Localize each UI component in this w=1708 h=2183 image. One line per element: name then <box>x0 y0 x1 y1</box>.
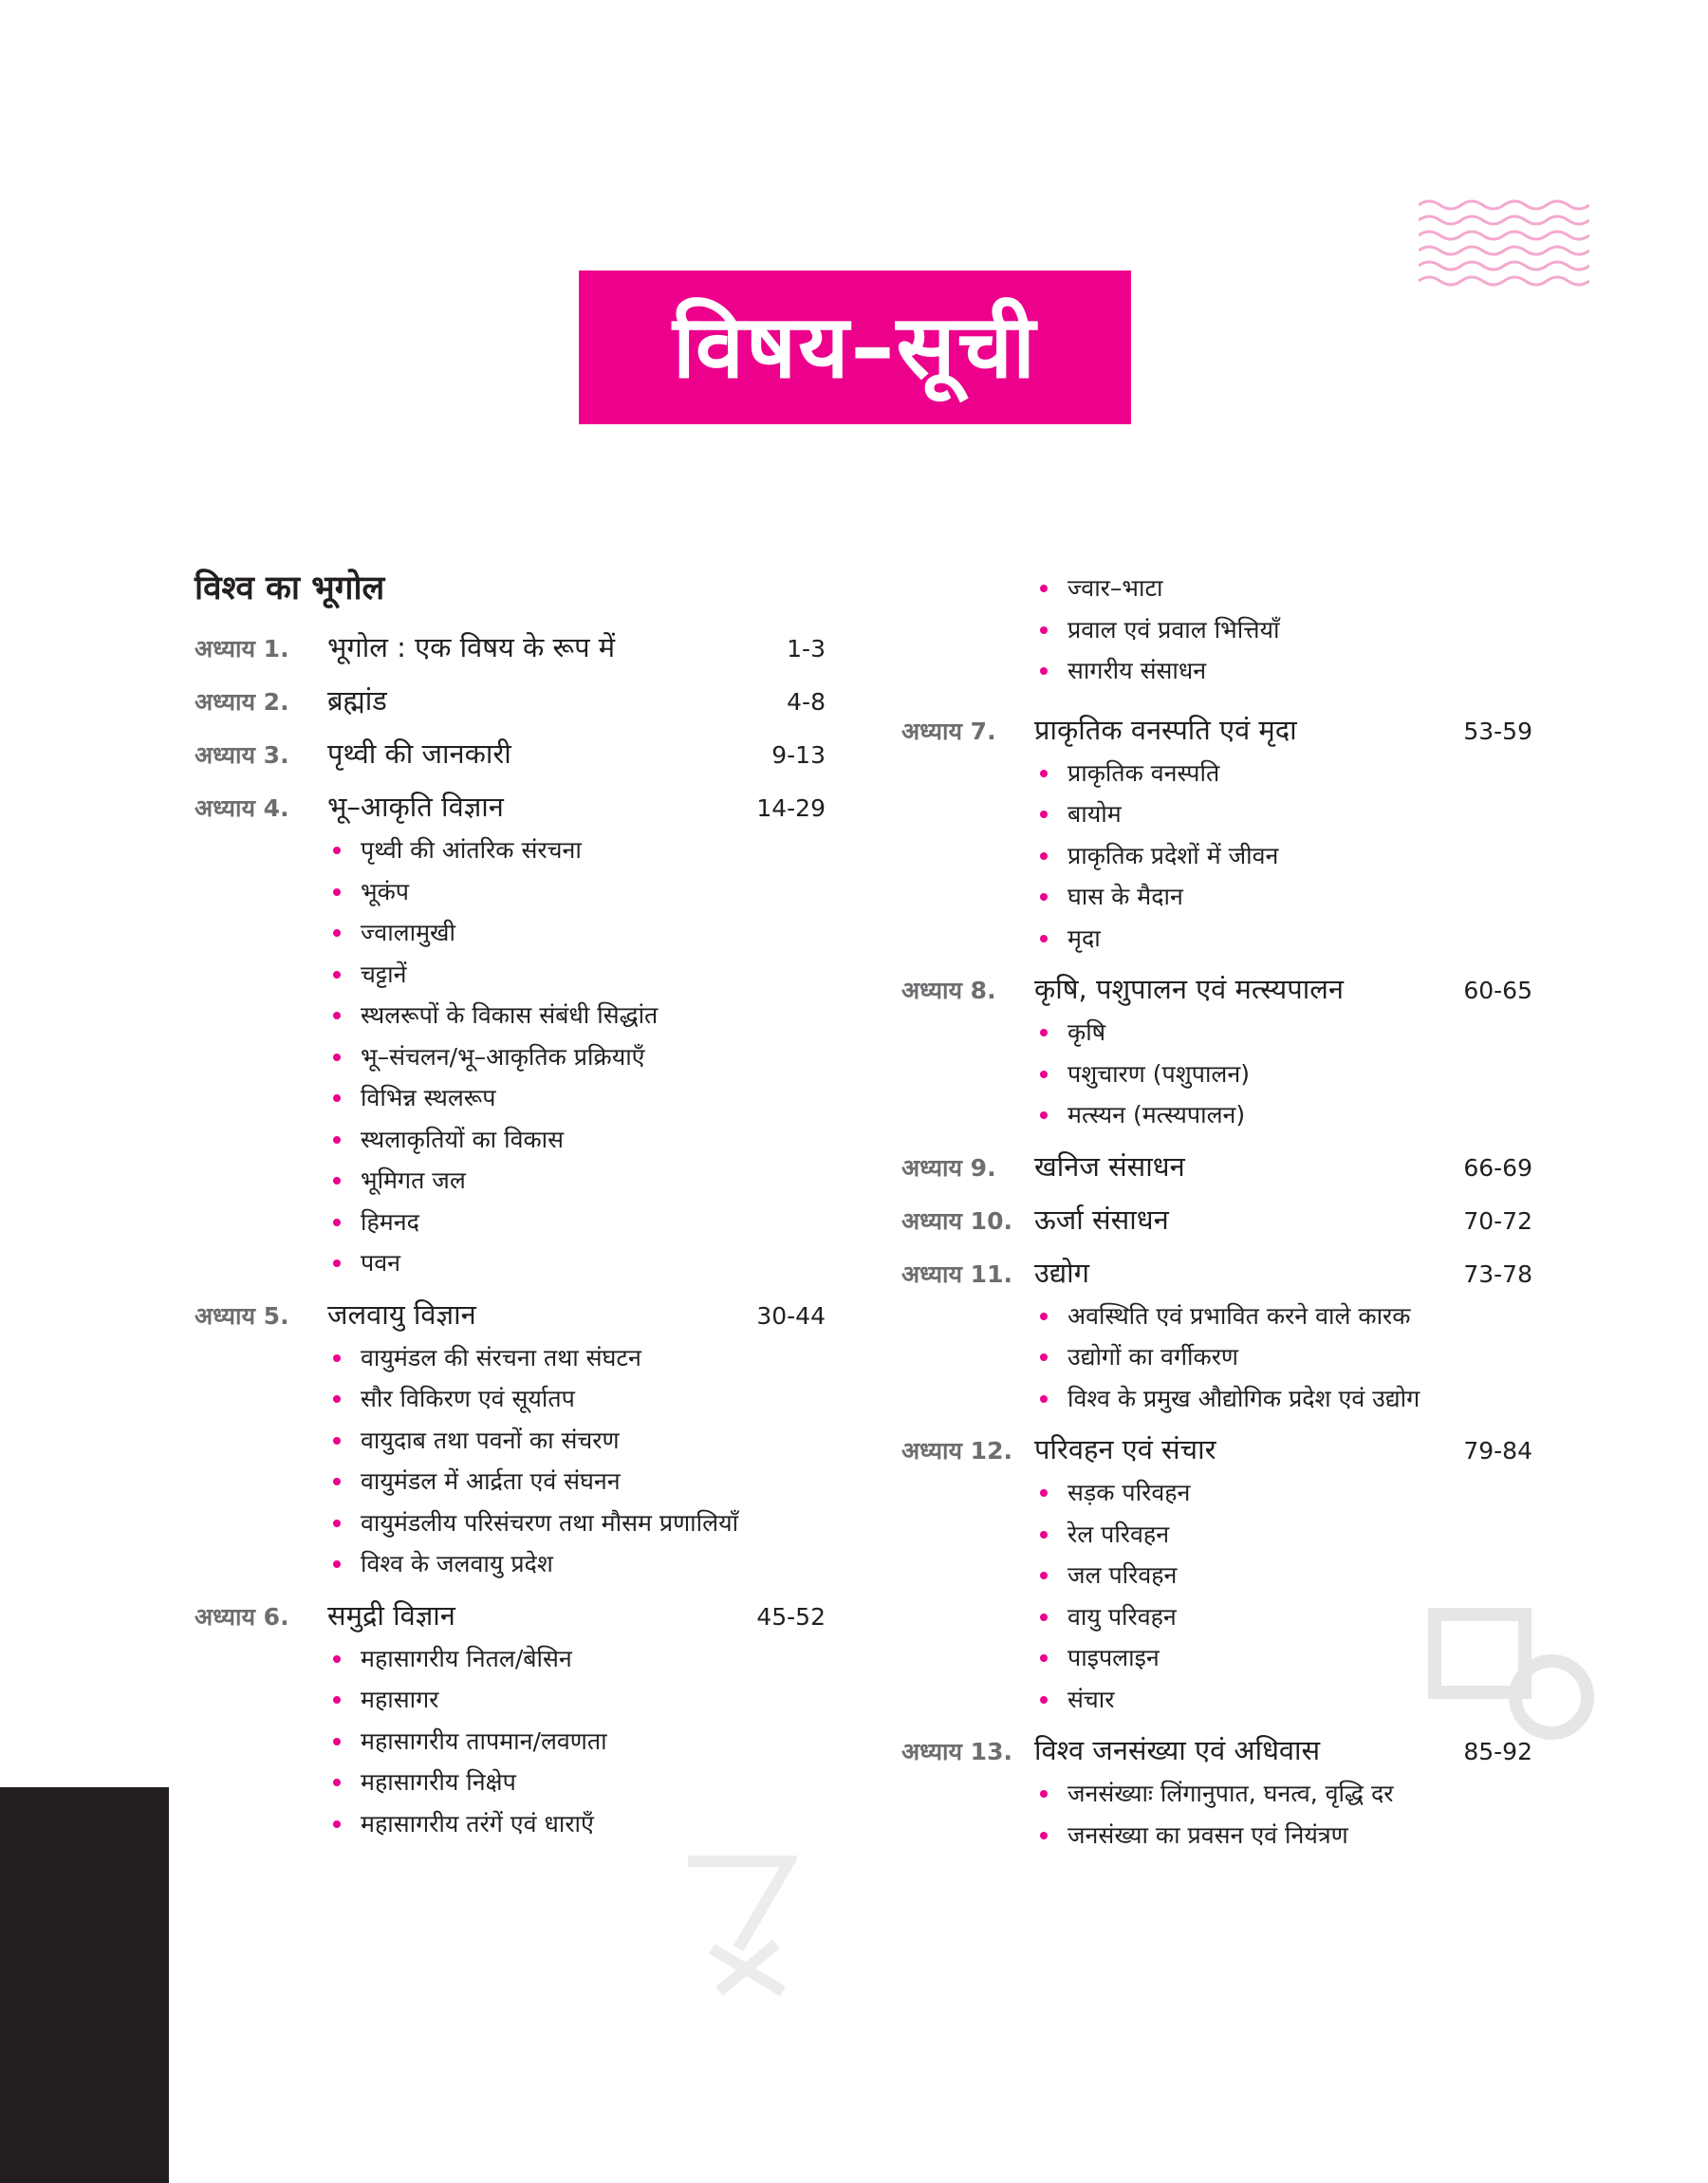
bullet-dot-icon <box>1040 1531 1048 1539</box>
chapter-number: अध्याय 7. <box>901 717 996 745</box>
chapter-entry <box>901 711 1532 960</box>
chapter-row <box>195 628 826 670</box>
chapter-row <box>901 970 1532 1012</box>
bullet-dot-icon <box>333 1094 341 1102</box>
bullet-dot-icon <box>333 1696 341 1704</box>
bullet-dot-icon <box>1040 1353 1048 1361</box>
chapter-number: अध्याय 2. <box>195 688 289 716</box>
bullet-dot-icon <box>1040 1029 1048 1036</box>
topic-item <box>327 871 826 913</box>
topic-label: स्थलाकृतियों का विकास <box>361 1125 565 1153</box>
topic-item <box>327 1077 826 1119</box>
bullet-dot-icon <box>333 1219 341 1226</box>
bullet-dot-icon <box>333 1012 341 1019</box>
chapter-number: अध्याय 5. <box>195 1301 289 1330</box>
topic-item <box>1034 1012 1532 1054</box>
topic-item <box>327 1762 826 1803</box>
topic-item <box>327 1420 826 1462</box>
bullet-dot-icon <box>1040 585 1048 592</box>
topic-item <box>327 1679 826 1721</box>
topic-item <box>327 1337 826 1379</box>
chapter-pages: 14-29 <box>756 794 826 822</box>
topic-list <box>195 830 826 1284</box>
chapter-number: अध्याय 6. <box>195 1602 289 1631</box>
topic-label: प्राकृतिक वनस्पति <box>1068 758 1220 787</box>
topic-item <box>327 830 826 871</box>
topic-item <box>1034 1094 1532 1136</box>
topic-item <box>1034 568 1532 609</box>
chapter-title: उद्योग <box>1034 1256 1090 1289</box>
topic-list <box>195 1337 826 1585</box>
bullet-dot-icon <box>1040 1654 1048 1662</box>
chapter-entry <box>901 1731 1532 1856</box>
chapter-row <box>195 681 826 723</box>
chapter-row <box>901 1430 1532 1472</box>
triangle-cross-decoration <box>683 1854 797 1996</box>
topic-label: पवन <box>361 1249 400 1277</box>
topic-list <box>195 1638 826 1845</box>
topic-label: स्थलरूपों के विकास संबंधी सिद्धांत <box>361 1001 659 1029</box>
chapter-number: अध्याय 8. <box>901 977 996 1004</box>
chapter-number: अध्याय 12. <box>901 1437 1012 1465</box>
chapter-number: अध्याय 1. <box>195 635 289 662</box>
topic-label: मत्स्यन (मत्स्यपालन) <box>1068 1101 1246 1129</box>
topic-item <box>1034 918 1532 960</box>
chapter-title: परिवहन एवं संचार <box>1034 1433 1216 1465</box>
topic-label: वायुमंडलीय परिसंचरण तथा मौसम प्रणालियाँ <box>361 1508 739 1537</box>
bullet-dot-icon <box>1040 1489 1048 1497</box>
topic-label: भू–संचलन/भू–आकृतिक प्रक्रियाएँ <box>361 1042 645 1071</box>
chapter-entry <box>901 1201 1532 1242</box>
topic-label: मृदा <box>1068 924 1101 952</box>
chapter-title: विश्व जनसंख्या एवं अधिवास <box>1034 1734 1321 1766</box>
chapter-title: जलवायु विज्ञान <box>327 1297 476 1331</box>
chapter-pages: 4-8 <box>787 688 826 716</box>
topic-label: वायुमंडल की संरचना तथा संघटन <box>361 1343 641 1371</box>
topic-item <box>1034 835 1532 877</box>
chapter-row <box>195 788 826 830</box>
topic-item <box>327 1543 826 1585</box>
chapter-title: ऊर्जा संसाधन <box>1034 1203 1169 1236</box>
wave-pattern-decoration <box>1419 199 1589 287</box>
topic-label: रेल परिवहन <box>1068 1520 1170 1548</box>
chapter-pages: 79-84 <box>1463 1437 1532 1465</box>
topic-label: घास के मैदान <box>1068 883 1183 910</box>
topic-item <box>1034 1054 1532 1095</box>
section-title: विश्व का भूगोल <box>195 569 385 607</box>
topic-item <box>327 1721 826 1763</box>
topic-item <box>327 1638 826 1680</box>
topic-item <box>327 1803 826 1845</box>
bullet-dot-icon <box>333 1259 341 1267</box>
topic-label: वायुमंडल में आर्द्रता एवं संघनन <box>361 1467 621 1495</box>
topic-label: बायोम <box>1068 800 1122 828</box>
chapter-entry <box>195 735 826 776</box>
topic-label: जनसंख्याः लिंगानुपात, घनत्व, वृद्धि दर <box>1068 1780 1394 1807</box>
chapter-pages: 30-44 <box>756 1301 826 1330</box>
topic-label: भूकंप <box>361 877 409 905</box>
topic-label: कृषि <box>1068 1018 1106 1046</box>
topic-item <box>327 1036 826 1078</box>
bullet-dot-icon <box>333 847 341 854</box>
topic-label: ज्वालामुखी <box>361 919 455 946</box>
chapter-title: पृथ्वी की जानकारी <box>327 737 511 770</box>
bullet-dot-icon <box>1040 770 1048 777</box>
chapter-entry <box>195 1296 826 1585</box>
topic-list <box>901 1773 1532 1856</box>
bullet-dot-icon <box>333 971 341 979</box>
chapter-pages: 73-78 <box>1463 1259 1532 1288</box>
topic-label: महासागरीय तापमान/लवणता <box>361 1726 607 1755</box>
topic-item <box>1034 876 1532 918</box>
topic-label: प्रवाल एवं प्रवाल भित्तियाँ <box>1068 615 1280 644</box>
bullet-dot-icon <box>333 1520 341 1527</box>
chapter-title: भू–आकृति विज्ञान <box>327 791 504 823</box>
topic-item <box>1034 753 1532 794</box>
chapter-entry <box>901 970 1532 1136</box>
chapter-number: अध्याय 10. <box>901 1206 1012 1235</box>
topic-item <box>327 1160 826 1202</box>
title-banner <box>579 271 1131 424</box>
topic-label: सागरीय संसाधन <box>1068 657 1207 684</box>
bullet-dot-icon <box>333 1054 341 1061</box>
chapter-row <box>195 1296 826 1337</box>
topic-label: महासागर <box>361 1686 439 1713</box>
topic-label: उद्योगों का वर्गीकरण <box>1068 1343 1238 1371</box>
topic-label: भूमिगत जल <box>361 1166 466 1194</box>
bullet-dot-icon <box>1040 626 1048 634</box>
chapter-pages: 45-52 <box>756 1602 826 1631</box>
bullet-dot-icon <box>333 1177 341 1185</box>
left-column <box>195 568 826 1856</box>
topic-item <box>327 1202 826 1243</box>
topic-label: जनसंख्या का प्रवसन एवं नियंत्रण <box>1068 1820 1348 1849</box>
bullet-dot-icon <box>1040 1572 1048 1579</box>
chapter-entry <box>901 1147 1532 1189</box>
topic-list <box>901 1012 1532 1136</box>
chapter-pages: 70-72 <box>1463 1206 1532 1235</box>
topic-item <box>1034 1336 1532 1378</box>
bullet-dot-icon <box>1040 1696 1048 1704</box>
chapter-title: समुद्री विज्ञान <box>327 1598 455 1632</box>
topic-label: पृथ्वी की आंतरिक संरचना <box>361 836 582 864</box>
chapter-row <box>195 1596 826 1638</box>
chapter-entry <box>901 1254 1532 1420</box>
bullet-dot-icon <box>1040 1111 1048 1119</box>
chapter-pages: 85-92 <box>1463 1738 1532 1765</box>
bullet-dot-icon <box>1040 1071 1048 1078</box>
chapter-number: अध्याय 4. <box>195 794 289 822</box>
topic-label: चट्टानें <box>361 960 407 988</box>
bullet-dot-icon <box>333 929 341 937</box>
bullet-dot-icon <box>1040 1395 1048 1403</box>
page-edge-black-bar <box>0 1787 169 2183</box>
bullet-dot-icon <box>1040 1614 1048 1621</box>
topic-item <box>327 954 826 996</box>
topic-item <box>1034 1555 1532 1596</box>
chapter-title: खनिज संसाधन <box>1034 1149 1185 1183</box>
topic-label: महासागरीय तरंगें एवं धाराएँ <box>361 1809 594 1838</box>
topic-label: संचार <box>1068 1685 1115 1713</box>
bullet-dot-icon <box>1040 893 1048 901</box>
topic-item <box>327 912 826 954</box>
chapter-row <box>195 735 826 776</box>
chapter-entry <box>195 1596 826 1845</box>
bullet-dot-icon <box>333 1560 341 1568</box>
bullet-dot-icon <box>333 1395 341 1403</box>
chapter-number: अध्याय 11. <box>901 1259 1012 1288</box>
bullet-dot-icon <box>333 1437 341 1445</box>
chapter-number: अध्याय 3. <box>195 741 289 769</box>
chapter-title: ब्रह्मांड <box>327 684 387 717</box>
topic-label: विश्व के जलवायु प्रदेश <box>361 1550 553 1577</box>
continued-topic-list <box>901 568 1532 692</box>
topic-label: विभिन्न स्थलरूप <box>361 1084 496 1111</box>
bullet-dot-icon <box>1040 811 1048 818</box>
topic-item <box>327 1119 826 1161</box>
topic-label: सौर विकिरण एवं सूर्यातप <box>361 1385 575 1412</box>
topic-list <box>901 753 1532 960</box>
bullet-dot-icon <box>333 1779 341 1786</box>
topic-label: महासागरीय नितल/बेसिन <box>361 1644 572 1672</box>
bullet-dot-icon <box>333 1820 341 1828</box>
topic-list <box>901 1296 1532 1420</box>
bullet-dot-icon <box>333 1354 341 1362</box>
chapter-pages: 60-65 <box>1463 977 1532 1004</box>
topic-label: विश्व के प्रमुख औद्योगिक प्रदेश एवं उद्योग <box>1068 1384 1420 1412</box>
topic-item <box>1034 1514 1532 1556</box>
topic-item <box>1034 1472 1532 1514</box>
topic-item <box>327 1378 826 1420</box>
chapter-pages: 1-3 <box>787 635 826 662</box>
bullet-dot-icon <box>1040 1790 1048 1798</box>
topic-item <box>327 1461 826 1502</box>
chapter-title: भूगोल : एक विषय के रूप में <box>327 631 616 663</box>
chapter-entry <box>195 681 826 723</box>
bullet-dot-icon <box>333 1478 341 1485</box>
topic-item <box>1034 1378 1532 1420</box>
bullet-dot-icon <box>1040 667 1048 675</box>
topic-item <box>1034 1296 1532 1337</box>
bullet-dot-icon <box>333 1655 341 1663</box>
topic-label: वायुदाब तथा पवनों का संचरण <box>361 1426 620 1454</box>
topic-item <box>1034 1815 1532 1856</box>
chapter-title: प्राकृतिक वनस्पति एवं मृदा <box>1034 713 1297 746</box>
topic-label: पशुचारण (पशुपालन) <box>1068 1059 1251 1088</box>
topic-label: अवस्थिति एवं प्रभावित करने वाले कारक <box>1068 1301 1411 1330</box>
topic-label: पाइपलाइन <box>1068 1644 1160 1671</box>
topic-item <box>1034 1773 1532 1815</box>
chapter-pages: 66-69 <box>1463 1153 1532 1182</box>
topic-label: जल परिवहन <box>1068 1561 1178 1589</box>
topic-item <box>1034 793 1532 835</box>
chapter-number: अध्याय 9. <box>901 1153 996 1182</box>
chapter-title: कृषि, पशुपालन एवं मत्स्यपालन <box>1034 973 1344 1005</box>
topic-label: हिमनद <box>361 1207 419 1236</box>
chapter-pages: 53-59 <box>1463 717 1532 745</box>
topic-item <box>327 995 826 1036</box>
chapter-pages: 9-13 <box>771 741 826 769</box>
topic-item <box>1034 650 1532 692</box>
chapter-row <box>901 1201 1532 1242</box>
chapter-row <box>901 711 1532 753</box>
topic-item <box>327 1502 826 1544</box>
bullet-dot-icon <box>333 1136 341 1144</box>
chapter-row <box>901 1254 1532 1296</box>
topic-label: प्राकृतिक प्रदेशों में जीवन <box>1068 841 1279 869</box>
topic-item <box>1034 609 1532 651</box>
bullet-dot-icon <box>1040 852 1048 860</box>
bullet-dot-icon <box>333 1738 341 1745</box>
chapter-entry <box>195 628 826 670</box>
topic-label: सड़क परिवहन <box>1068 1479 1191 1506</box>
chapter-row <box>901 1147 1532 1189</box>
bullet-dot-icon <box>1040 1832 1048 1839</box>
bullet-dot-icon <box>1040 1313 1048 1320</box>
topic-label: ज्वार–भाटा <box>1068 574 1163 602</box>
chapter-number: अध्याय 13. <box>901 1738 1012 1765</box>
topic-label: वायु परिवहन <box>1068 1602 1177 1631</box>
chapter-entry <box>195 788 826 1284</box>
topic-label: महासागरीय निक्षेप <box>361 1768 516 1796</box>
bullet-dot-icon <box>333 888 341 896</box>
topic-item <box>327 1242 826 1284</box>
square-circle-decoration <box>1425 1607 1601 1740</box>
bullet-dot-icon <box>1040 935 1048 942</box>
page-title: विषय–सूची <box>673 296 1037 398</box>
